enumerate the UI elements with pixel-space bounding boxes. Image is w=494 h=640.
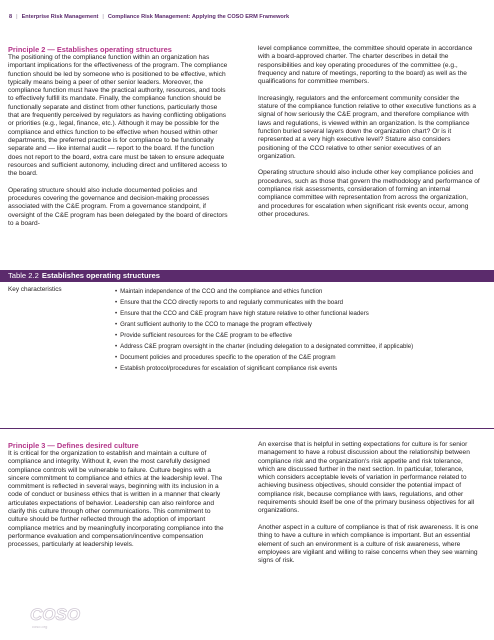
principle3-column-left <box>8 441 230 558</box>
table-number: Table 2.2 <box>8 271 39 280</box>
principle2-heading: Principle 2 — Establishes operating structures <box>8 45 172 54</box>
list-item: • Document policies and procedures specific to the operation of the C&E program <box>115 354 336 361</box>
bullet-icon: • <box>115 354 118 361</box>
coso-logo-subtext: coso.org <box>32 624 48 629</box>
bullet-icon: • <box>115 343 118 350</box>
running-header <box>9 14 489 20</box>
principle3-paragraph-3: Another aspect in a culture of compliance is that of risk awareness. It is one thing to have a culture in which compliance is important. But an essential element of such an environment is a culture of risk awareness, where employees are vigilant and willing to raise concerns when they see warning signs of risk. <box>258 523 479 565</box>
principle2-paragraph-1: The positioning of the compliance function within an organization has important implications for the effectiveness of the program. The compliance function should be led by someone who is positioned to be effective, which typically means being a peer of other senior leaders. Moreover, the compliance function must have the practical authority, resources, and tools to effectively fulfill its mandate. Finally, the compliance function should be functionally separate and distinct from other functions, particularly those that are frequently perceived by regulators as having conflicting obligations or priorities (e.g., legal, finance, etc.). Although it may be possible for the compliance and ethics function to be effective when housed within other departments, the preferred practice is for compliance to be functionally separate and — like internal audit — report to the board. If the function does not report to the board, extra care must be taken to ensure adequate resources and sufficient autonomy, including direct and unfiltered access to the board. <box>8 54 228 178</box>
list-item: • Establish protocol/procedures for escalation of significant compliance risk events <box>115 365 338 372</box>
principle3-column-right <box>258 441 480 574</box>
bullet-icon: • <box>115 299 118 306</box>
bullet-icon: • <box>115 365 118 372</box>
page-number: 8 <box>9 14 13 20</box>
principle2-paragraph-2: Operating structure should also include documented policies and procedures covering the governance and decision-making processes associated with the C&E program. From a governance standpoint, if oversight of the C&E program has been delegated by the board of directors to a board- <box>8 186 228 227</box>
principle2-column-right <box>258 45 480 228</box>
header-doc-title: Compliance Risk Management: Applying the COSO ERM Framework <box>107 14 290 20</box>
principle2-paragraph-4: Increasingly, regulators and the enforcement community consider the stature of the compliance function relative to other executive functions as a signal of how seriously the C&E program, and therefore compliance with laws and regulations, is viewed within an organization. Is the compliance function buried several layers down the organization chart? Or is it represented at a very high executive level? Stature also considers positioning of the CCO relative to other senior executives of an organization. <box>258 94 477 160</box>
bullet-icon: • <box>115 332 118 339</box>
list-item: • Maintain independence of the CCO and the compliance and ethics function <box>115 288 323 295</box>
bullet-icon: • <box>115 310 118 317</box>
bullet-icon: • <box>115 288 118 295</box>
header-separator: | <box>102 14 104 20</box>
principle2-paragraph-5: Operating structure should also include other key compliance policies and procedures, such as those that govern the methodology and performance of compliance risk assessments, consideration of forming an internal compliance committee with representation from across the organization, and procedures for escalation when significant risk events occur, among other procedures. <box>258 169 480 218</box>
principle3-heading: Principle 3 — Defines desired culture <box>8 441 139 450</box>
list-item: • Address C&E program oversight in the charter (including delegation to a designated committee, if applicable) <box>115 343 414 350</box>
list-item: • Ensure that the CCO and C&E program have high stature relative to other functional leaders <box>115 310 369 317</box>
list-item: • Ensure that the CCO directly reports to and regularly communicates with the board <box>115 299 344 306</box>
table-title-bar <box>0 270 494 282</box>
coso-logo-text: COSO <box>30 605 81 624</box>
list-item: • Grant sufficient authority to the CCO to manage the program effectively <box>115 321 312 328</box>
table-bottom-rule <box>0 428 494 429</box>
principle3-paragraph-2: An exercise that is helpful in setting expectations for culture is for senior management to have a robust discussion about the relationship between compliance risk and the organization's risk appetite and risk tolerance, which are discussed further in the next section. In particular, tolerance, which considers acceptable levels of variation in performance related to achieving business objectives, should consider the potential impact of compliance risk, because compliance with laws, regulations, and other requirements should itself be one of the primary business objectives for all organizations. <box>258 441 475 515</box>
header-separator: | <box>16 14 18 20</box>
principle2-column-left <box>8 45 230 237</box>
list-item: • Provide sufficient resources for the C&E program to be effective <box>115 332 292 339</box>
principle3-paragraph-1: It is critical for the organization to establish and maintain a culture of compliance and integrity. Without it, even the most carefully designed compliance controls will be vulnerable to failure. Culture begins with a sincere commitment to compliance and ethics at the leadership level. The commitment is reflected in several ways, beginning with its inclusion in a code of conduct or business ethics that is written in a manner that clearly articulates expectations of behavior. Leadership can also reinforce and clarify this culture through other communications. This commitment to culture should be further reflected through the adoption of important compliance metrics and by meaningfully incorporating compliance into the performance evaluation and compensation/incentive compensation processes, particularly at leadership levels. <box>8 450 224 549</box>
header-section: Enterprise Risk Management <box>21 14 99 20</box>
table-title: Establishes operating structures <box>41 271 160 280</box>
table-characteristics-list <box>115 286 491 374</box>
coso-logo <box>30 604 90 630</box>
principle2-paragraph-3: level compliance committee, the committee should operate in accordance with a board-approved charter. The charter describes in detail the responsibilities and key operating procedures of the committee (e.g., frequency and nature of meetings, reporting to the board) as well as the qualifications for committee members. <box>258 45 473 86</box>
bullet-icon: • <box>115 321 118 328</box>
table-row-label: Key characteristics <box>8 286 62 293</box>
